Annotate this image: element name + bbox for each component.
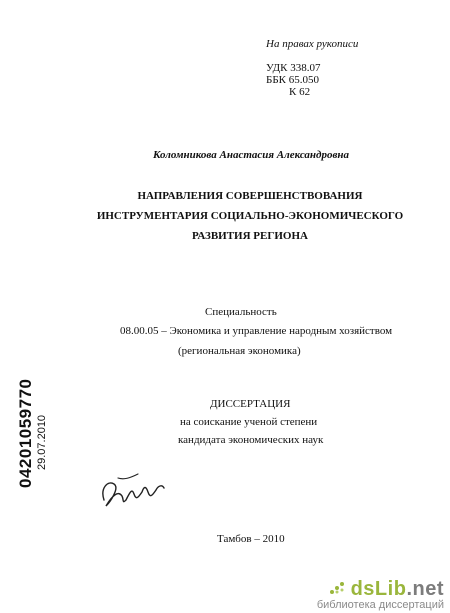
rights-note: На правах рукописи bbox=[266, 38, 359, 50]
k-code: К 62 bbox=[289, 86, 311, 98]
stamp-date: 29.07.2010 bbox=[36, 414, 48, 470]
signature bbox=[98, 470, 168, 512]
specialty-note: (региональная экономика) bbox=[178, 345, 301, 357]
logo-icon bbox=[329, 578, 347, 601]
dissertation-label: ДИССЕРТАЦИЯ bbox=[210, 398, 291, 410]
brand-name-part1: dsLib bbox=[350, 577, 407, 600]
specialty-label: Специальность bbox=[205, 306, 277, 318]
stamp-number: 04201059770 bbox=[16, 378, 35, 488]
brand-subtitle: библиотека диссертаций bbox=[316, 599, 444, 611]
brand-name-part2: .net bbox=[406, 577, 444, 600]
title-line-1: НАПРАВЛЕНИЯ СОВЕРШЕНСТВОВАНИЯ bbox=[137, 190, 363, 202]
degree-line-2: кандидата экономических наук bbox=[178, 434, 324, 446]
bbk-code: ББК 65.050 bbox=[266, 74, 319, 86]
author-name: Коломникова Анастасия Александровна bbox=[153, 149, 350, 161]
udk-code: УДК 338.07 bbox=[266, 62, 321, 74]
dslib-watermark bbox=[317, 578, 444, 611]
title-line-3: РАЗВИТИЯ РЕГИОНА bbox=[192, 230, 308, 242]
brand-name bbox=[317, 578, 444, 601]
specialty-code: 08.00.05 – Экономика и управление народным хозяйством bbox=[120, 325, 393, 337]
degree-line-1: на соискание ученой степени bbox=[180, 416, 318, 428]
city-year: Тамбов – 2010 bbox=[217, 533, 285, 545]
title-line-2: ИНСТРУМЕНТАРИЯ СОЦИАЛЬНО-ЭКОНОМИЧЕСКОГО bbox=[96, 210, 404, 222]
